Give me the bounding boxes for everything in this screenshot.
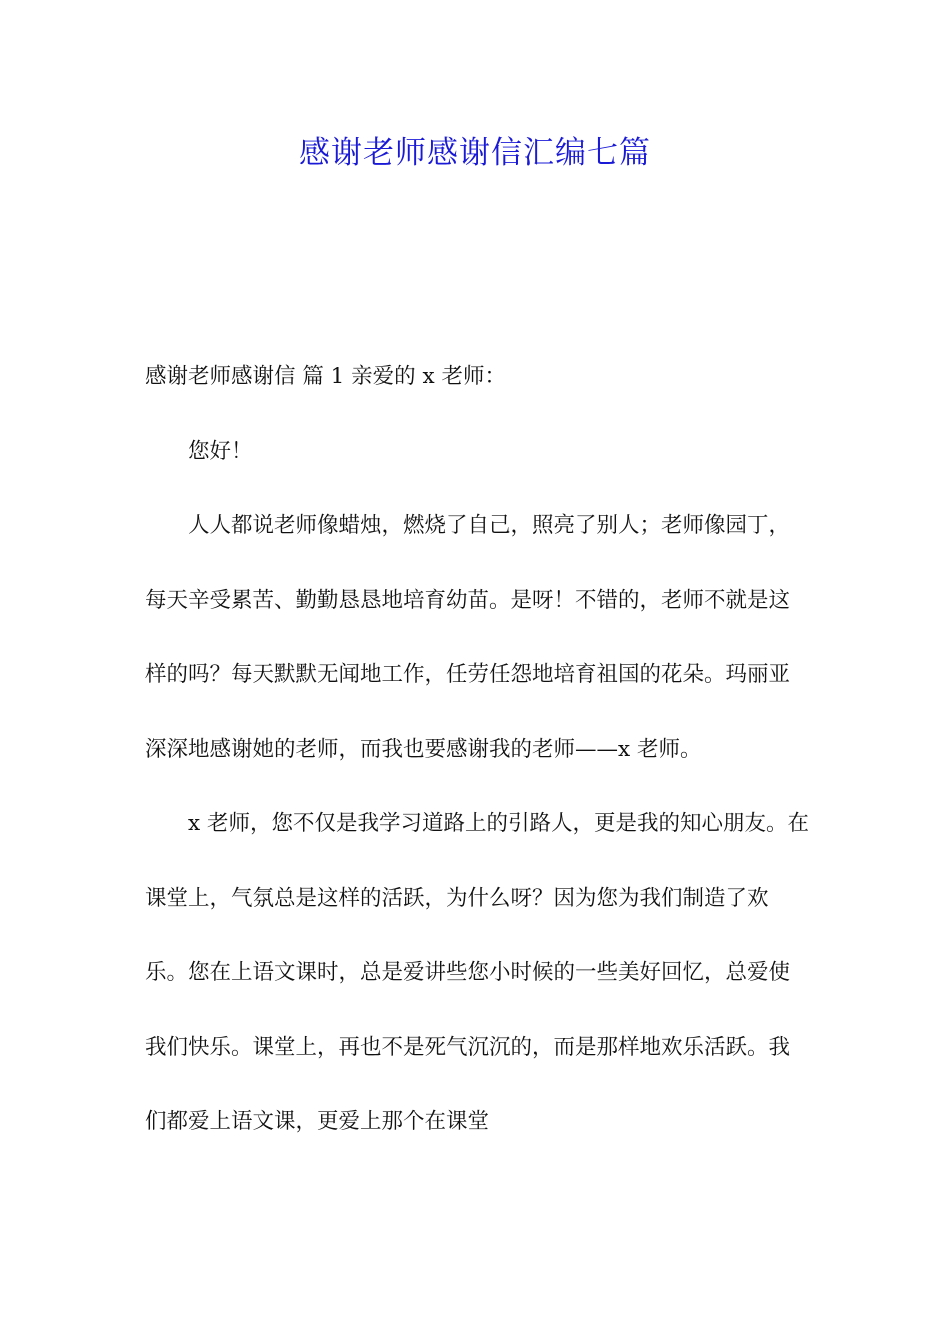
document-body: [145, 340, 810, 1160]
paragraph-2: x 老师，您不仅是我学习道路上的引路人，更是我的知心朋友。在课堂上，气氛总是这样的活跃，为什么呀？因为您为我们制造了欢乐。您在上语文课时，总是爱讲些您小时候的一些美好回忆，总爱使我们快乐。课堂上，再也不是死气沉沉的，而是那样地欢乐活跃。我们都爱上语文课，更爱上那个在课堂: [145, 811, 809, 1134]
paragraph-1: 人人都说老师像蜡烛，燃烧了自己，照亮了别人；老师像园丁，每天辛受累苦、勤勤恳恳地培育幼苗。是呀！不错的，老师不就是这样的吗？每天默默无闻地工作，任劳任怨地培育祖国的花朵。玛丽亚深深地感谢她的老师，而我也要感谢我的老师——x 老师。: [145, 513, 791, 762]
document-title: 感谢老师感谢信汇编七篇: [299, 135, 651, 171]
heading-line: 感谢老师感谢信 篇 1 亲爱的 x 老师：: [145, 364, 506, 389]
greeting: 您好！: [188, 438, 253, 464]
